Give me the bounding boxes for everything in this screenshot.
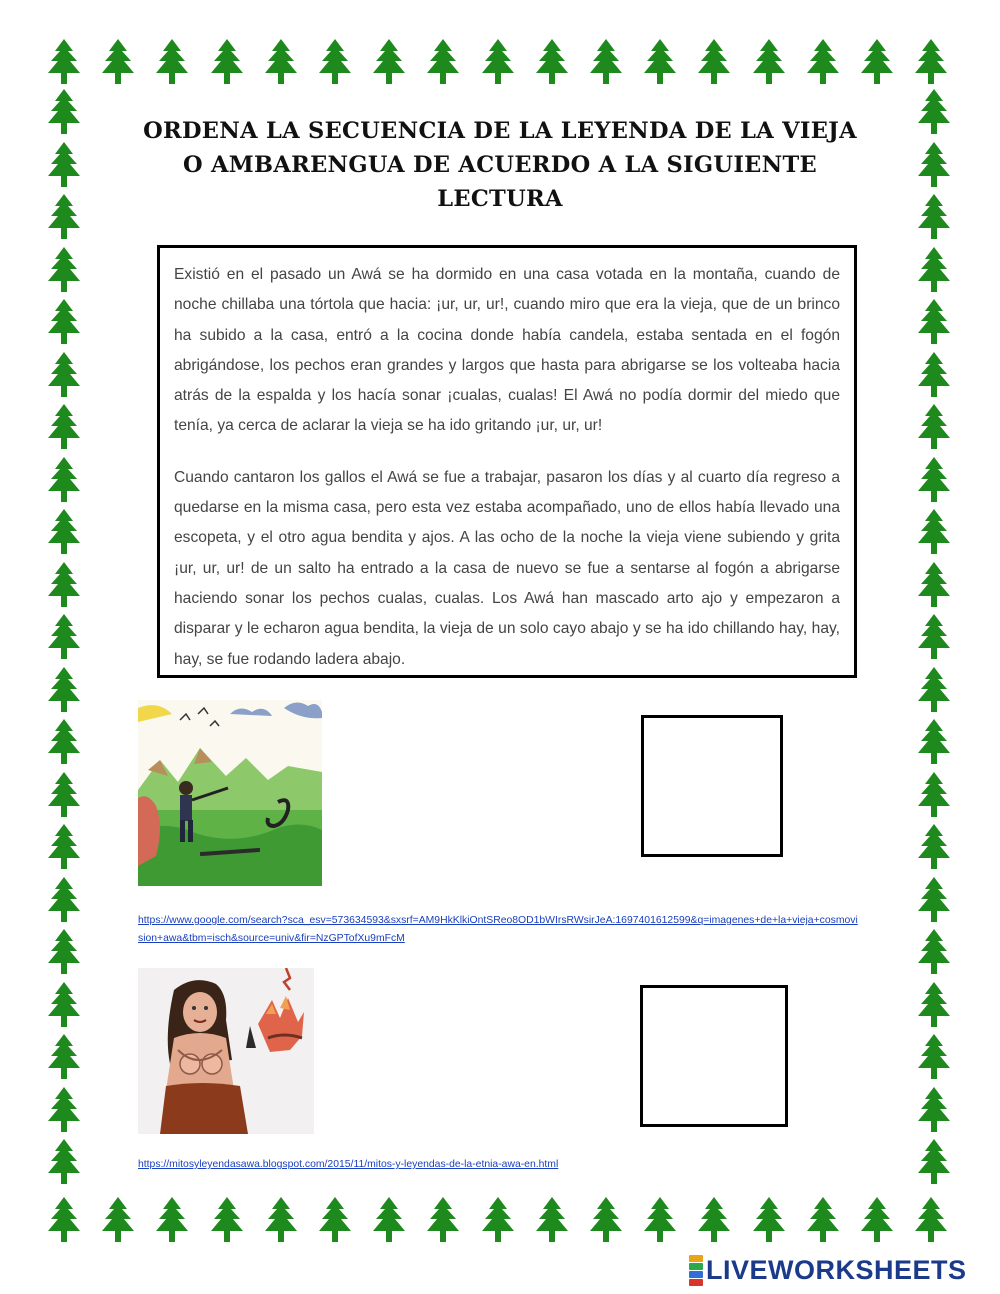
pine-tree-icon — [44, 1086, 84, 1134]
pine-tree-icon — [152, 38, 192, 86]
pine-tree-icon — [44, 88, 84, 136]
pine-tree-icon — [44, 561, 84, 609]
pine-tree-icon — [44, 193, 84, 241]
worksheet-title: ORDENA LA SECUENCIA DE LA LEYENDA DE LA VIEJA O AMBARENGUA DE ACUERDO A LA SIGUIENTE LECTURA — [143, 118, 857, 212]
brand-mark-bar — [689, 1263, 703, 1270]
pine-tree-icon — [261, 1196, 301, 1244]
pine-tree-icon — [749, 1196, 789, 1244]
pine-tree-icon — [315, 38, 355, 86]
pine-tree-icon — [803, 1196, 843, 1244]
pine-tree-icon — [914, 1138, 954, 1186]
pine-tree-icon — [44, 876, 84, 924]
pine-tree-icon — [640, 38, 680, 86]
pine-tree-icon — [914, 298, 954, 346]
story-paragraph-2: Cuando cantaron los gallos el Awá se fue a trabajar, pasaron los días y al cuarto día regreso a quedarse en la misma casa, pero esta vez estaba acompañado, uno de ellos había llevado una escopeta, y el otro agua bendita y ajos. A las ocho de la noche la vieja viene subiendo y grita ¡ur, ur, ur! de un salto ha entrado a la casa de nuevo se fue a sentarse al fogón a abrigarse haciendo sonar los pechos cualas, cualas. Los Awá han mascado arto ajo y empezaron a disparar y le echaron agua bendita, la vieja de un solo cayo abajo y se ha ido chillando hay, hay, hay, se fue rodando ladera abajo. — [174, 468, 840, 668]
pine-tree-icon — [44, 38, 84, 86]
pine-tree-icon — [914, 823, 954, 871]
pine-tree-icon — [44, 1138, 84, 1186]
liveworksheets-logo — [689, 1255, 967, 1285]
pine-tree-icon — [694, 1196, 734, 1244]
pine-tree-icon — [914, 141, 954, 189]
pine-tree-icon — [914, 771, 954, 819]
drawing-old-woman-by-fire — [138, 968, 314, 1134]
pine-tree-icon — [749, 38, 789, 86]
pine-tree-icon — [857, 1196, 897, 1244]
pine-tree-icon — [98, 38, 138, 86]
pine-tree-icon — [44, 456, 84, 504]
pine-tree-icon — [44, 298, 84, 346]
pine-tree-icon — [423, 1196, 463, 1244]
pine-tree-icon — [914, 561, 954, 609]
brand-mark-bar — [689, 1255, 703, 1262]
brand-mark-bar — [689, 1271, 703, 1278]
pine-tree-icon — [586, 1196, 626, 1244]
pine-tree-icon — [914, 666, 954, 714]
pine-tree-icon — [914, 193, 954, 241]
pine-tree-icon — [532, 38, 572, 86]
pine-tree-icon — [914, 718, 954, 766]
story-box — [157, 245, 857, 678]
answer-box-1[interactable] — [641, 715, 783, 857]
pine-tree-icon — [369, 1196, 409, 1244]
pine-tree-icon — [44, 351, 84, 399]
pine-tree-icon — [914, 508, 954, 556]
pine-tree-icon — [207, 1196, 247, 1244]
pine-tree-icon — [44, 613, 84, 661]
pine-tree-icon — [914, 1086, 954, 1134]
pine-tree-icon — [914, 456, 954, 504]
pine-tree-icon — [911, 1196, 951, 1244]
pine-tree-icon — [44, 403, 84, 451]
brand-mark-bar — [689, 1279, 703, 1286]
brand-mark-icon — [689, 1254, 703, 1286]
pine-tree-icon — [914, 403, 954, 451]
pine-tree-icon — [369, 38, 409, 86]
pine-tree-icon — [914, 876, 954, 924]
pine-tree-icon — [152, 1196, 192, 1244]
pine-tree-icon — [914, 981, 954, 1029]
answer-box-2[interactable] — [640, 985, 788, 1127]
source-link-2[interactable]: https://mitosyleyendasawa.blogspot.com/2015/11/mitos-y-leyendas-de-la-etnia-awa-en.html — [138, 1159, 559, 1170]
pine-tree-icon — [207, 38, 247, 86]
pine-tree-icon — [803, 38, 843, 86]
pine-tree-icon — [914, 88, 954, 136]
brand-name: LIVEWORKSHEETS — [706, 1254, 967, 1285]
pine-tree-icon — [315, 1196, 355, 1244]
pine-tree-icon — [640, 1196, 680, 1244]
pine-tree-icon — [478, 1196, 518, 1244]
pine-tree-icon — [914, 1033, 954, 1081]
pine-tree-icon — [44, 508, 84, 556]
pine-tree-icon — [914, 351, 954, 399]
pine-tree-icon — [694, 38, 734, 86]
pine-tree-icon — [423, 38, 463, 86]
pine-tree-icon — [586, 38, 626, 86]
pine-tree-icon — [44, 771, 84, 819]
drawing-man-with-shotgun — [138, 700, 322, 886]
pine-tree-icon — [44, 666, 84, 714]
pine-tree-icon — [914, 246, 954, 294]
story-paragraph-1: Existió en el pasado un Awá se ha dormido en una casa votada en la montaña, cuando de noche chillaba una tórtola que hacia: ¡ur, ur, ur!, cuando miro que era la vieja, que de un brinco ha subido a la casa, entró a la cocina donde había candela, estaba sentada en el fogón abrigándose, los pechos eran grandes y largos que hasta para abrigarse se los volteaba hacia atrás de la espalda y los hacía sonar ¡cualas, cualas! El Awá no podía dormir del miedo que tenía, ya cerca de aclarar la vieja se ha ido gritando ¡ur, ur, ur! — [174, 266, 840, 435]
pine-tree-icon — [44, 928, 84, 976]
pine-tree-icon — [478, 38, 518, 86]
pine-tree-icon — [44, 1196, 84, 1244]
pine-tree-icon — [44, 141, 84, 189]
pine-tree-icon — [44, 718, 84, 766]
source-link-1[interactable]: https://www.google.com/search?sca_esv=573634593&sxsrf=AM9HkKlkiOntSReo8OD1bWIrsRWsirJeA:1697401612599&q=imagenes+de+la+vieja+cosmovision+awa&tbm=isch&source=univ&fir=NzGPTofXu9mFcM — [138, 915, 858, 944]
pine-tree-icon — [911, 38, 951, 86]
pine-tree-icon — [914, 613, 954, 661]
pine-tree-icon — [44, 823, 84, 871]
pine-tree-icon — [532, 1196, 572, 1244]
pine-tree-icon — [914, 928, 954, 976]
pine-tree-icon — [857, 38, 897, 86]
pine-tree-icon — [44, 246, 84, 294]
pine-tree-icon — [44, 981, 84, 1029]
pine-tree-icon — [98, 1196, 138, 1244]
pine-tree-icon — [44, 1033, 84, 1081]
pine-tree-icon — [261, 38, 301, 86]
